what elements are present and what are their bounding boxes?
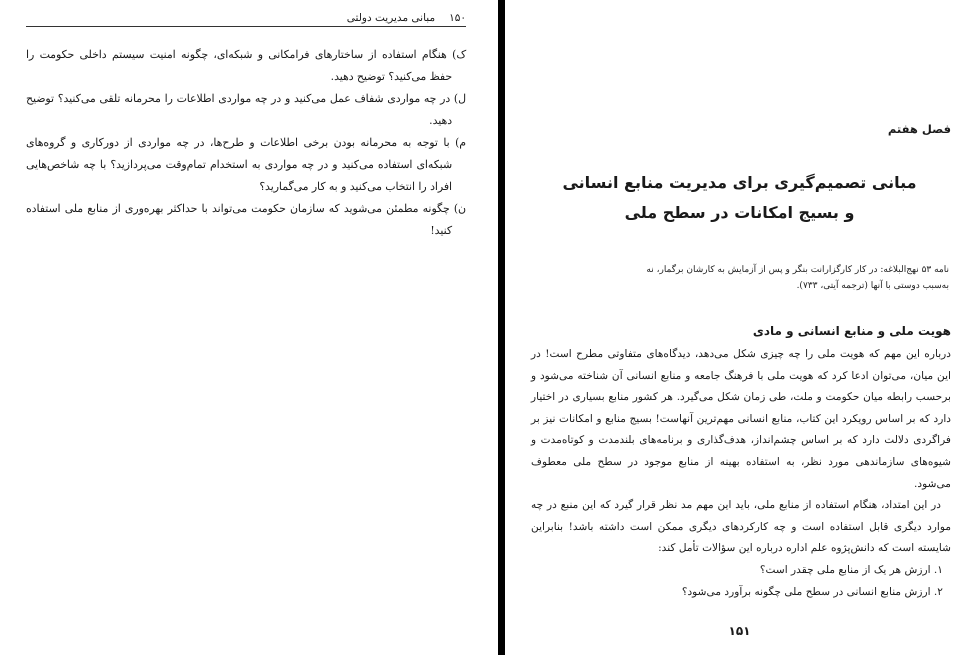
running-title: مبانی مدیریت دولتی — [346, 12, 436, 24]
question-item: ک) هنگام استفاده از ساختارهای فرامکانی و شبکه‌ای، چگونه امنیت سیستم داخلی حکومت را حفظ می‌کنید؟ توضیح دهید. — [26, 48, 466, 83]
page-number: ۱۵۱ — [728, 624, 751, 638]
question-item: ل) در چه مواردی شفاف عمل می‌کنید و در چه مواردی اطلاعات را محرمانه تلقی می‌کنید؟ توضیح دهید. — [26, 92, 466, 127]
page-number: ۱۵۰ — [449, 12, 466, 24]
right-page — [510, 0, 969, 655]
numbered-question-list — [531, 560, 951, 603]
numbered-question: ۲. ارزش منابع انسانی در سطح ملی چگونه برآورد می‌شود؟ — [681, 585, 943, 598]
chapter-title-line: و بسیج امکانات در سطح ملی — [624, 203, 855, 222]
epigraph: نامه ۵۳ نهج‌البلاغه: در کار کارگزارانت بنگر و پس از آزمایش به کارشان برگمار، نه به‌سبب دوستی با آنها (ترجمه آیتی، ۷۳۳). — [646, 265, 949, 291]
question-item: م) با توجه به محرمانه بودن برخی اطلاعات و طرح‌ها، در چه مواردی از دورکاری و گروه‌های شبکه‌ای استفاده می‌کنید و در چه مواردی به استخدام تمام‌وقت می‌پردازید؟ با چه شاخص‌هایی افراد را انتخاب می‌کنید و به کار می‌گمارید؟ — [26, 136, 466, 193]
chapter-title-line: مبانی تصمیم‌گیری برای مدیریت منابع انسانی — [562, 173, 917, 192]
question-item: ن) چگونه مطمئن می‌شوید که سازمان حکومت می‌تواند با حداکثر بهره‌وری از منابع ملی استفاده کنید! — [26, 202, 466, 237]
body-text — [531, 344, 951, 603]
book-spine-divider — [498, 0, 505, 655]
chapter-title — [510, 168, 969, 228]
section-heading: هویت ملی و منابع انسانی و مادی — [752, 324, 951, 338]
running-header — [26, 8, 466, 27]
numbered-question: ۱. ارزش هر یک از منابع ملی چقدر است؟ — [759, 563, 943, 576]
paragraph: در این امتداد، هنگام استفاده از منابع ملی، باید این مهم مد نظر قرار گیرد که این منبع در چه موارد دیگری قابل استفاده است و چه کارکردهای دیگری ممکن است داشته باشد! بنابراین شایسته است که دانش‌پژوه علم اداره درباره این سؤالات تأمل کند: — [531, 499, 951, 555]
chapter-label: فصل هفتم — [887, 122, 951, 136]
paragraph: درباره این مهم که هویت ملی را چه چیزی شکل می‌دهد، دیدگاه‌های متفاوتی مطرح است! در این میان، می‌توان ادعا کرد که هویت ملی با فرهنگ جامعه و منابع انسانی آن شناخته می‌شود و برحسب رابطه میان حکومت و ملت، طی زمان شکل می‌گیرد. هر کشور منابع بسیاری در اختیار دارد که بر اساس رویکرد این کتاب، منابع انسانی مهم‌ترین آنهاست! بسیج منابع و امکانات نیز بر فراگردی دلالت دارد که بر اساس چشم‌انداز، هدف‌گذاری و برنامه‌های بلندمدت و کوتاه‌مدت و شیوه‌های سازماندهی مورد نظر، به استفاده بهینه از منابع موجود در سطح ملی معطوف می‌شود. — [531, 348, 951, 490]
question-list — [26, 44, 466, 242]
